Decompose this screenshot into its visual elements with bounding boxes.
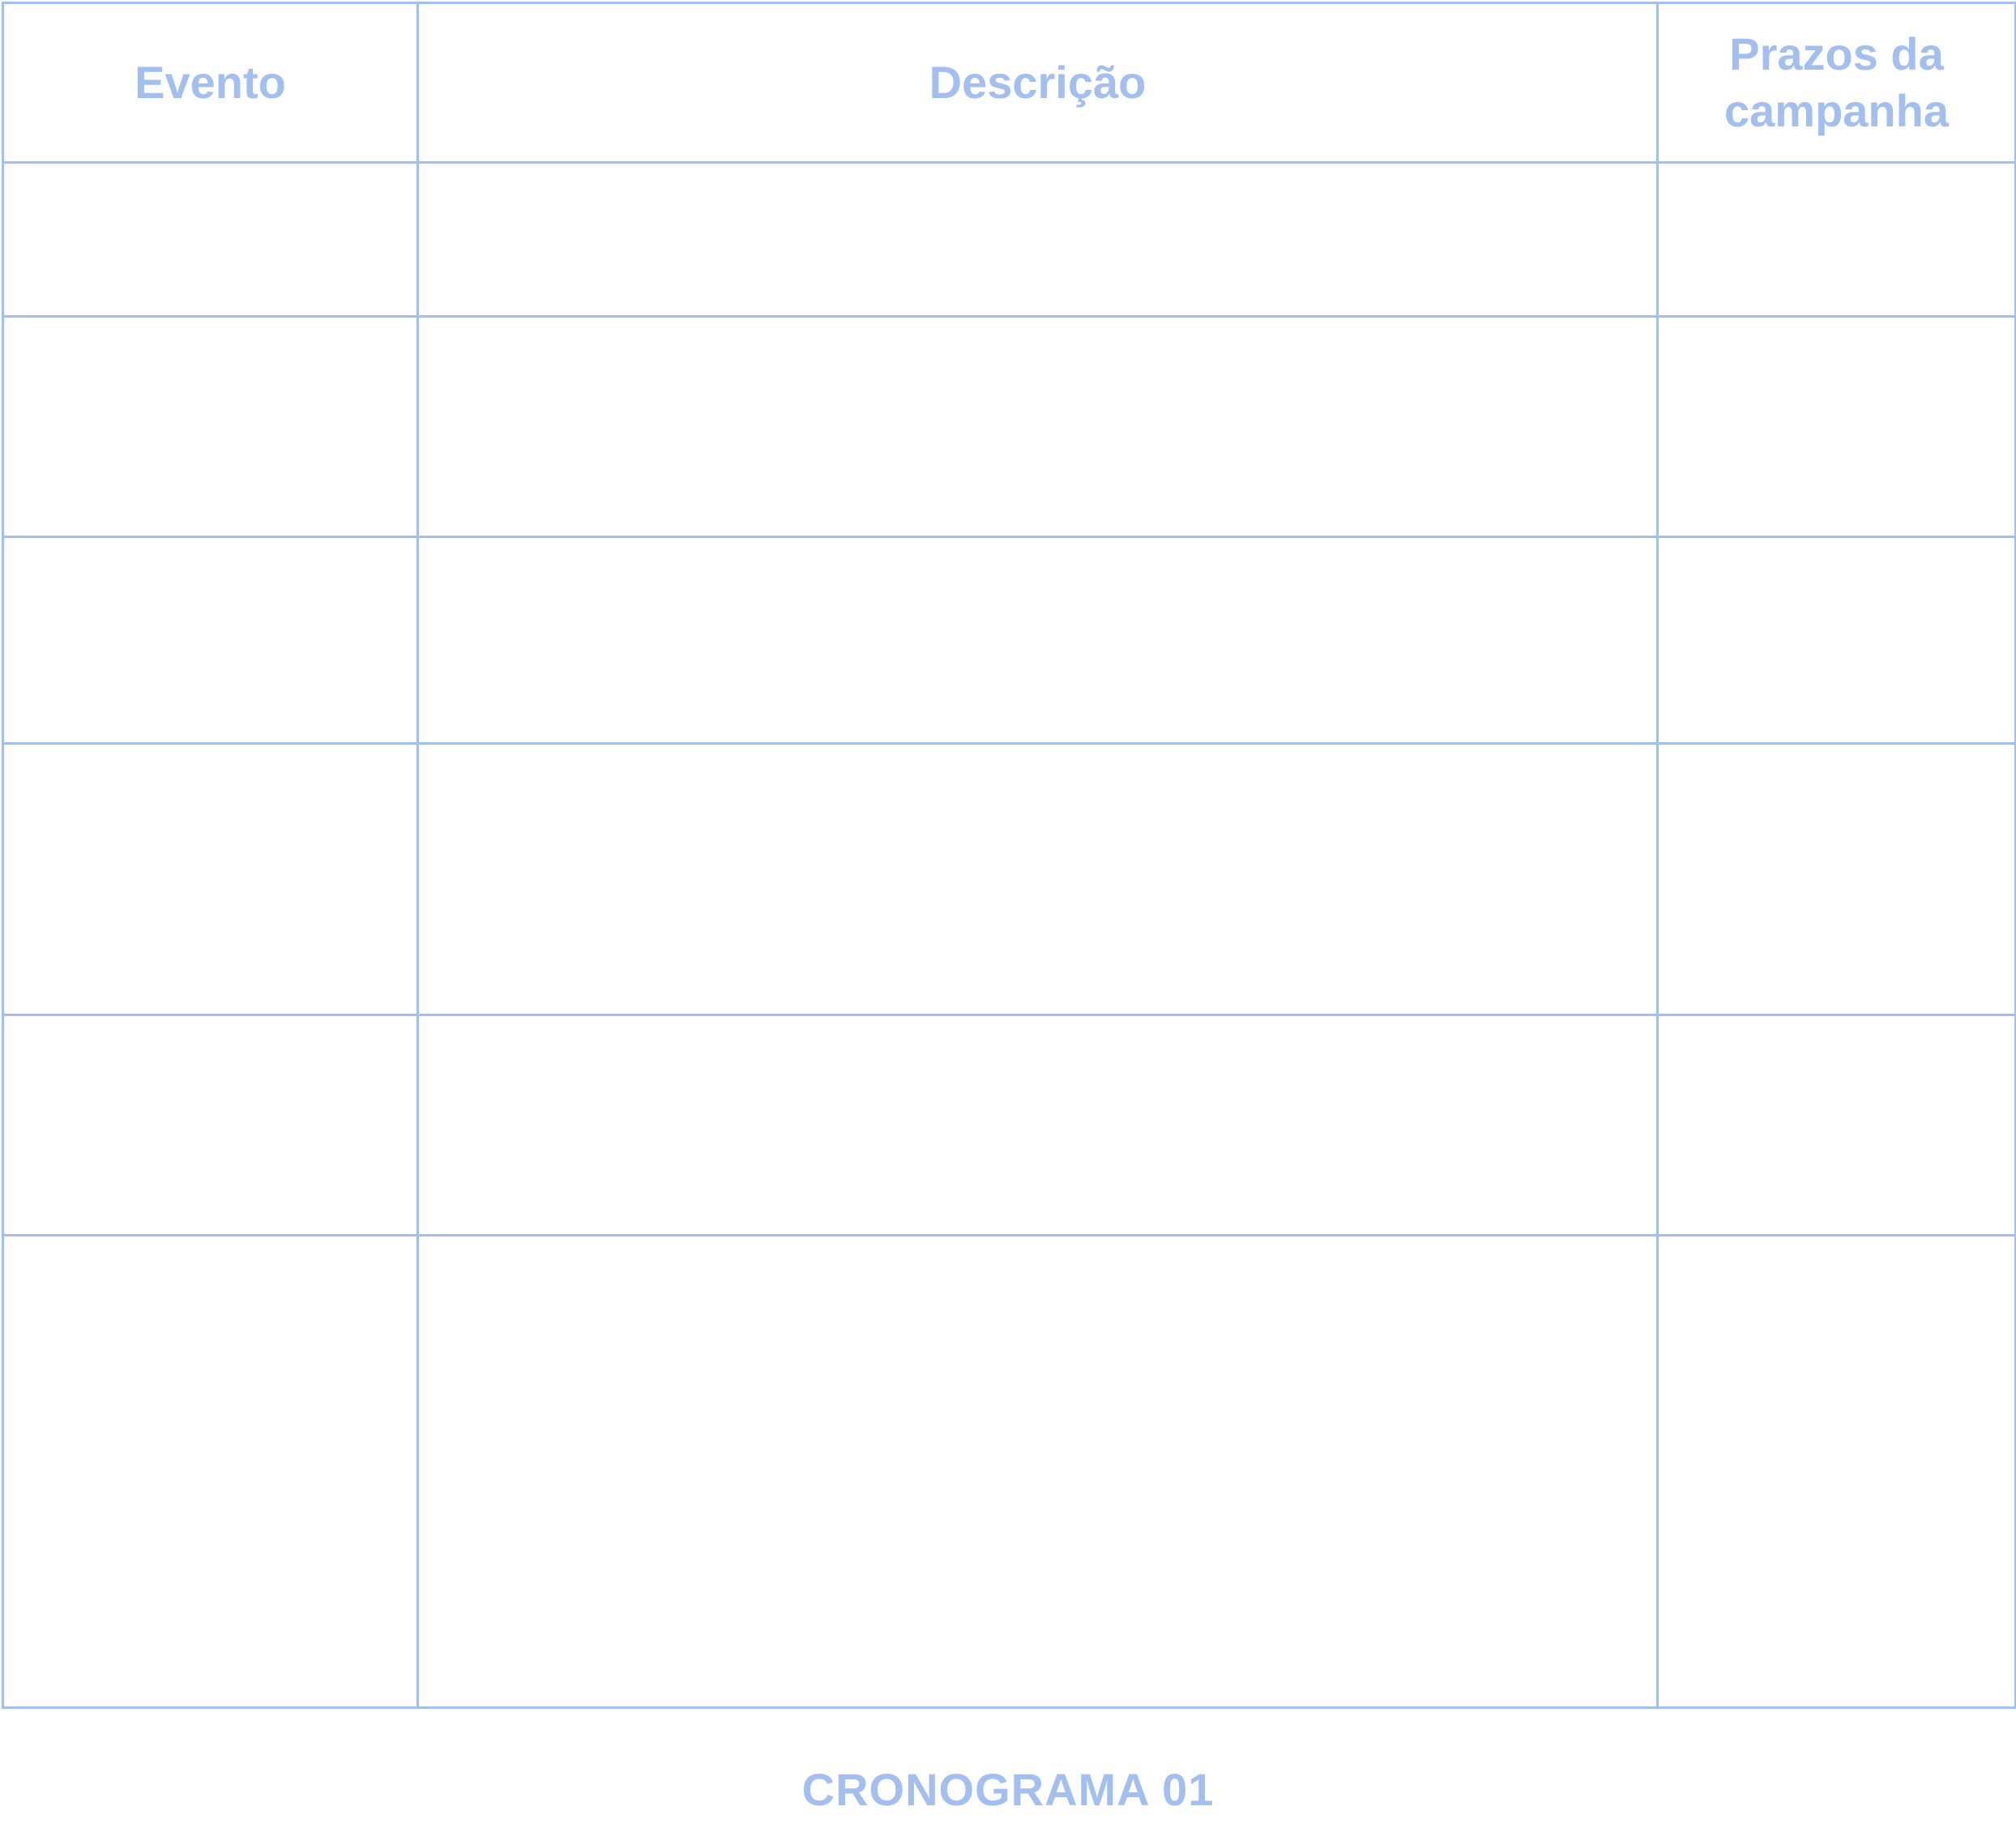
column-header-label: Evento (135, 57, 286, 108)
prazos-cell[interactable] (1658, 1236, 2016, 1708)
schedule-table (2, 2, 2016, 1709)
descricao-cell[interactable] (418, 317, 1658, 537)
descricao-cell[interactable] (418, 744, 1658, 1015)
descricao-cell[interactable] (418, 537, 1658, 744)
evento-cell[interactable] (3, 163, 418, 317)
evento-cell[interactable] (3, 537, 418, 744)
evento-cell[interactable] (3, 1236, 418, 1708)
column-header-descricao (418, 3, 1658, 163)
schedule-caption: CRONOGRAMA 01 (801, 1764, 1215, 1815)
descricao-cell[interactable] (418, 163, 1658, 317)
descricao-cell[interactable] (418, 1015, 1658, 1236)
header-row (3, 3, 2016, 163)
descricao-cell[interactable] (418, 1236, 1658, 1708)
table-row (3, 163, 2016, 317)
prazos-cell[interactable] (1658, 317, 2016, 537)
evento-cell[interactable] (3, 1015, 418, 1236)
evento-cell[interactable] (3, 317, 418, 537)
table-row (3, 1015, 2016, 1236)
prazos-cell[interactable] (1658, 744, 2016, 1015)
table-row (3, 317, 2016, 537)
evento-cell[interactable] (3, 744, 418, 1015)
prazos-cell[interactable] (1658, 1015, 2016, 1236)
column-header-evento (3, 3, 418, 163)
column-header-label: Descrição (929, 57, 1147, 108)
table-row (3, 537, 2016, 744)
prazos-cell[interactable] (1658, 537, 2016, 744)
table-row (3, 744, 2016, 1015)
column-header-label: Prazos da campanha (1724, 28, 1949, 136)
column-header-prazos (1658, 3, 2016, 163)
table-row (3, 1236, 2016, 1708)
prazos-cell[interactable] (1658, 163, 2016, 317)
